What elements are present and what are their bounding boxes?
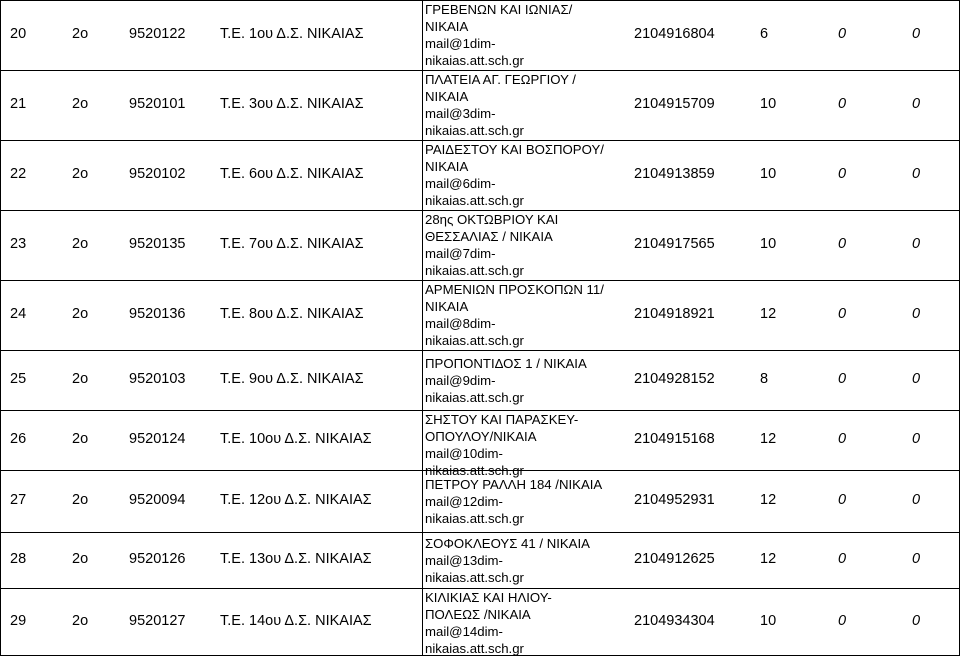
address-email-line: mail@8dim- (425, 316, 496, 331)
cell-lvl: 2ο (72, 26, 89, 42)
address-line: ΠΕΤΡΟΥ ΡΑΛΛΗ 184 /ΝΙΚΑΙΑ (425, 476, 603, 492)
cell-address (425, 141, 635, 209)
cell-school: Τ.Ε. 7ου Δ.Σ. ΝΙΚΑΙΑΣ (220, 236, 364, 252)
cell-school: Τ.Ε. 1ου Δ.Σ. ΝΙΚΑΙΑΣ (220, 26, 364, 42)
cell-c1: 0 (838, 236, 847, 252)
cell-num: 21 (10, 96, 27, 112)
address-email-line: nikaias.att.sch.gr (425, 569, 524, 585)
address-email-line: mail@12dim- (425, 493, 503, 509)
cell-c1: 0 (838, 492, 847, 508)
address-email-line: mail@1dim- (425, 36, 496, 51)
address-line: ΑΡΜΕΝΙΩΝ ΠΡΟΣΚΟΠΩΝ 11/ (425, 282, 604, 297)
table-vertical-rule (422, 0, 423, 656)
cell-address (425, 281, 635, 349)
cell-school: Τ.Ε. 9ου Δ.Σ. ΝΙΚΑΙΑΣ (220, 371, 364, 387)
address-line: ΟΠΟΥΛΟΥ/ΝΙΚΑΙΑ (425, 429, 537, 444)
cell-school: Τ.Ε. 8ου Δ.Σ. ΝΙΚΑΙΑΣ (220, 306, 364, 322)
address-email-line: nikaias.att.sch.gr (425, 53, 524, 68)
address-line: ΣΗΣΤΟΥ ΚΑΙ ΠΑΡΑΣΚΕΥ- (425, 412, 579, 427)
cell-school: Τ.Ε. 6ου Δ.Σ. ΝΙΚΑΙΑΣ (220, 166, 364, 182)
address-line: ΣΟΦΟΚΛΕΟΥΣ 41 / ΝΙΚΑΙΑ (425, 535, 590, 551)
cell-students: 12 (760, 431, 777, 447)
cell-address (425, 355, 635, 410)
cell-phone: 2104917565 (634, 236, 715, 252)
cell-num: 25 (10, 371, 27, 387)
cell-c1: 0 (838, 431, 847, 447)
cell-phone: 2104934304 (634, 612, 715, 629)
address-line: ΠΡΟΠΟΝΤΙΔΟΣ 1 / ΝΙΚΑΙΑ (425, 355, 587, 371)
address-line: 28ης ΟΚΤΩΒΡΙΟΥ ΚΑΙ (425, 212, 559, 227)
cell-students: 12 (760, 492, 777, 508)
cell-lvl: 2ο (72, 612, 89, 629)
cell-phone: 2104915168 (634, 431, 715, 447)
cell-address (425, 1, 635, 69)
address-email-line: nikaias.att.sch.gr (425, 463, 524, 478)
cell-school: Τ.Ε. 10ου Δ.Σ. ΝΙΚΑΙΑΣ (220, 431, 372, 447)
address-line: ΠΛΑΤΕΙΑ ΑΓ. ΓΕΩΡΓΙΟΥ / (425, 72, 576, 87)
cell-c1: 0 (838, 96, 847, 112)
cell-num: 28 (10, 551, 27, 567)
address-email-line: nikaias.att.sch.gr (425, 333, 524, 348)
cell-code: 9520122 (129, 26, 186, 42)
cell-code: 9520126 (129, 551, 186, 567)
address-line: ΝΙΚΑΙΑ (425, 19, 469, 34)
cell-lvl: 2ο (72, 306, 89, 322)
address-line: ΠΟΛΕΩΣ /ΝΙΚΑΙΑ (425, 607, 531, 622)
address-email-line: nikaias.att.sch.gr (425, 123, 524, 138)
cell-c2: 0 (912, 612, 921, 629)
cell-c2: 0 (912, 236, 921, 252)
cell-school: Τ.Ε. 12ου Δ.Σ. ΝΙΚΑΙΑΣ (220, 492, 372, 508)
cell-c2: 0 (912, 306, 921, 322)
cell-c2: 0 (912, 26, 921, 42)
cell-students: 12 (760, 306, 777, 322)
cell-c2: 0 (912, 492, 921, 508)
cell-code: 9520135 (129, 236, 186, 252)
cell-students: 6 (760, 26, 769, 42)
cell-c1: 0 (838, 371, 847, 387)
cell-school: Τ.Ε. 13ου Δ.Σ. ΝΙΚΑΙΑΣ (220, 551, 372, 567)
cell-num: 24 (10, 306, 27, 322)
cell-students: 10 (760, 612, 777, 629)
address-email-line: mail@6dim- (425, 176, 496, 191)
cell-address (425, 71, 635, 139)
cell-c1: 0 (838, 551, 847, 567)
cell-lvl: 2ο (72, 96, 89, 112)
address-email-line: mail@10dim- (425, 446, 503, 461)
address-email-line: mail@9dim- (425, 372, 496, 388)
cell-students: 10 (760, 166, 777, 182)
cell-address (425, 589, 635, 654)
cell-c1: 0 (838, 26, 847, 42)
cell-phone: 2104912625 (634, 551, 715, 567)
cell-lvl: 2ο (72, 431, 89, 447)
address-line: ΝΙΚΑΙΑ (425, 299, 469, 314)
cell-lvl: 2ο (72, 236, 89, 252)
address-email-line: nikaias.att.sch.gr (425, 510, 524, 526)
cell-c1: 0 (838, 612, 847, 629)
cell-lvl: 2ο (72, 551, 89, 567)
cell-phone: 2104918921 (634, 306, 715, 322)
table-horizontal-rule (0, 350, 960, 351)
cell-c2: 0 (912, 431, 921, 447)
address-line: ΝΙΚΑΙΑ (425, 159, 469, 174)
address-line: ΚΙΛΙΚΙΑΣ ΚΑΙ ΗΛΙΟΥ- (425, 590, 552, 605)
cell-lvl: 2ο (72, 492, 89, 508)
address-email-line: mail@13dim- (425, 552, 503, 568)
cell-students: 12 (760, 551, 777, 567)
table-vertical-rule (0, 0, 1, 656)
cell-num: 20 (10, 26, 27, 42)
address-line: ΘΕΣΣΑΛΙΑΣ / ΝΙΚΑΙΑ (425, 229, 553, 244)
cell-c1: 0 (838, 306, 847, 322)
address-email-line: nikaias.att.sch.gr (425, 641, 524, 656)
cell-lvl: 2ο (72, 166, 89, 182)
cell-code: 9520136 (129, 306, 186, 322)
cell-address (425, 476, 635, 532)
cell-code: 9520101 (129, 96, 186, 112)
cell-num: 22 (10, 166, 27, 182)
cell-address (425, 535, 635, 588)
cell-address (425, 411, 635, 478)
cell-c1: 0 (838, 166, 847, 182)
address-line: ΡΑΙΔΕΣΤΟΥ ΚΑΙ ΒΟΣΠΟΡΟΥ/ (425, 142, 604, 157)
cell-code: 9520094 (129, 492, 186, 508)
cell-c2: 0 (912, 166, 921, 182)
address-line: ΓΡΕΒΕΝΩΝ ΚΑΙ ΙΩΝΙΑΣ/ (425, 2, 573, 17)
cell-phone: 2104952931 (634, 492, 715, 508)
address-email-line: nikaias.att.sch.gr (425, 193, 524, 208)
cell-code: 9520127 (129, 612, 186, 629)
table-horizontal-rule (0, 532, 960, 533)
cell-students: 10 (760, 96, 777, 112)
address-email-line: mail@3dim- (425, 106, 496, 121)
cell-phone: 2104913859 (634, 166, 715, 182)
cell-school: Τ.Ε. 3ου Δ.Σ. ΝΙΚΑΙΑΣ (220, 96, 364, 112)
address-email-line: nikaias.att.sch.gr (425, 389, 524, 405)
cell-num: 27 (10, 492, 27, 508)
address-email-line: nikaias.att.sch.gr (425, 263, 524, 278)
cell-address (425, 211, 635, 279)
cell-c2: 0 (912, 96, 921, 112)
cell-num: 26 (10, 431, 27, 447)
address-line: ΝΙΚΑΙΑ (425, 89, 469, 104)
address-email-line: mail@14dim- (425, 624, 503, 639)
cell-students: 10 (760, 236, 777, 252)
address-email-line: mail@7dim- (425, 246, 496, 261)
cell-c2: 0 (912, 371, 921, 387)
cell-c2: 0 (912, 551, 921, 567)
cell-phone: 2104916804 (634, 26, 715, 42)
cell-lvl: 2ο (72, 371, 89, 387)
cell-code: 9520103 (129, 371, 186, 387)
cell-school: Τ.Ε. 14ου Δ.Σ. ΝΙΚΑΙΑΣ (220, 612, 372, 629)
cell-code: 9520124 (129, 431, 186, 447)
cell-phone: 2104928152 (634, 371, 715, 387)
cell-num: 29 (10, 612, 27, 629)
cell-students: 8 (760, 371, 769, 387)
cell-num: 23 (10, 236, 27, 252)
cell-code: 9520102 (129, 166, 186, 182)
cell-phone: 2104915709 (634, 96, 715, 112)
